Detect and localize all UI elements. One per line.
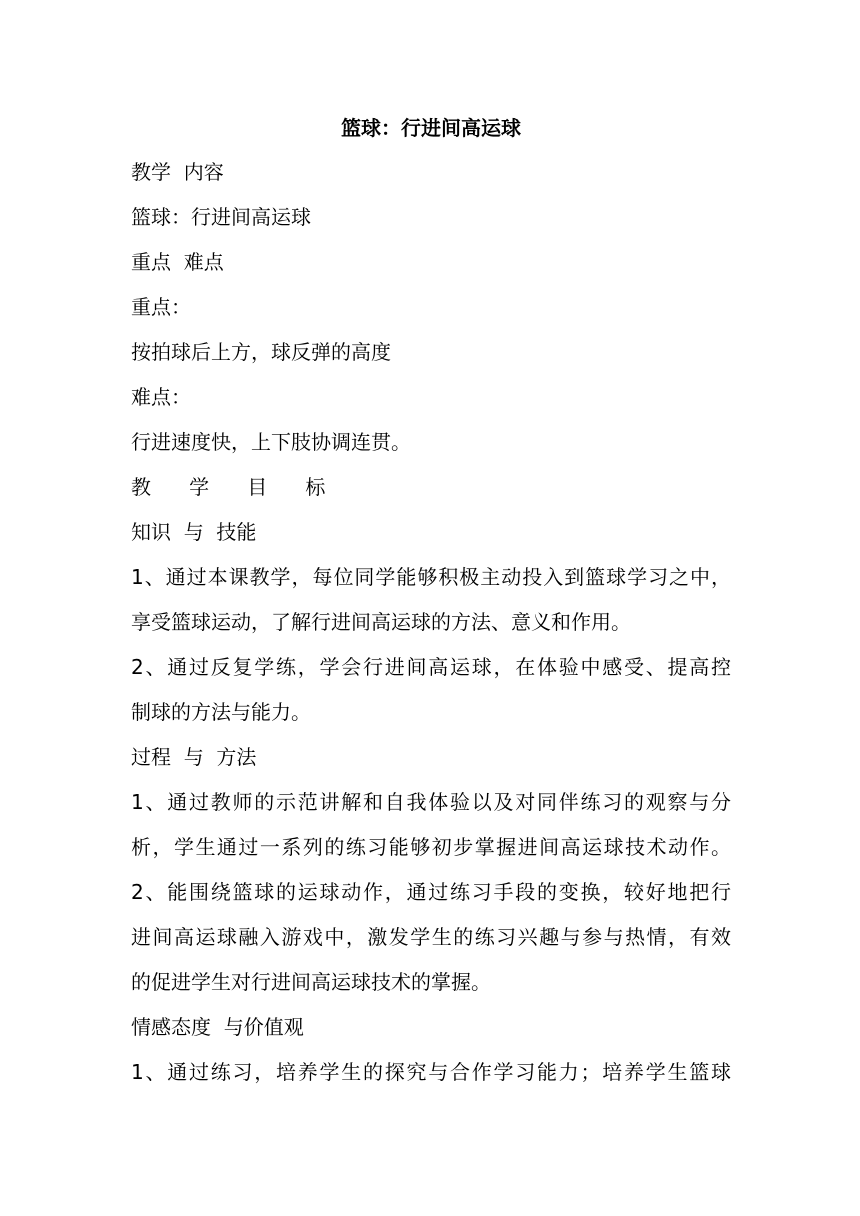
section-heading-content: 教学 内容 — [131, 160, 224, 184]
section-heading-key-points: 重点 难点 — [131, 250, 224, 274]
difficulty-label: 难点： — [131, 385, 191, 409]
key-point-label: 重点： — [131, 295, 191, 319]
process-2-line-2: 进间高运球融入游戏中，激发学生的练习兴趣与参与热情，有效 — [131, 925, 731, 949]
document-page — [131, 0, 731, 1216]
process-1-line-1: 1、通过教师的示范讲解和自我体验以及对同伴练习的观察与分 — [131, 790, 731, 814]
subheading-attitudes-values: 情感态度 与价值观 — [131, 1015, 304, 1039]
objective-2-line-2: 制球的方法与能力。 — [131, 700, 311, 724]
process-1-line-2: 析，学生通过一系列的练习能够初步掌握进间高运球技术动作。 — [131, 835, 731, 859]
difficulty-text: 行进速度快，上下肢协调连贯。 — [131, 430, 411, 454]
objective-2-line-1: 2、通过反复学练，学会行进间高运球，在体验中感受、提高控 — [131, 655, 731, 679]
key-point-text: 按拍球后上方，球反弹的高度 — [131, 340, 391, 364]
content-text: 篮球：行进间高运球 — [131, 205, 311, 229]
document-title: 篮球：行进间高运球 — [341, 116, 521, 140]
subheading-process-methods: 过程 与 方法 — [131, 745, 257, 769]
section-heading-objectives: 教 学 目 标 — [131, 475, 326, 499]
process-2-line-1: 2、能围绕篮球的运球动作，通过练习手段的变换，较好地把行 — [131, 880, 731, 904]
attitude-1-line-1: 1、通过练习，培养学生的探究与合作学习能力；培养学生篮球 — [131, 1060, 731, 1084]
objective-1-line-1: 1、通过本课教学，每位同学能够积极主动投入到篮球学习之中， — [131, 565, 731, 589]
process-2-line-3: 的促进学生对行进间高运球技术的掌握。 — [131, 970, 491, 994]
objective-1-line-2: 享受篮球运动，了解行进间高运球的方法、意义和作用。 — [131, 610, 631, 634]
subheading-knowledge-skills: 知识 与 技能 — [131, 520, 257, 544]
